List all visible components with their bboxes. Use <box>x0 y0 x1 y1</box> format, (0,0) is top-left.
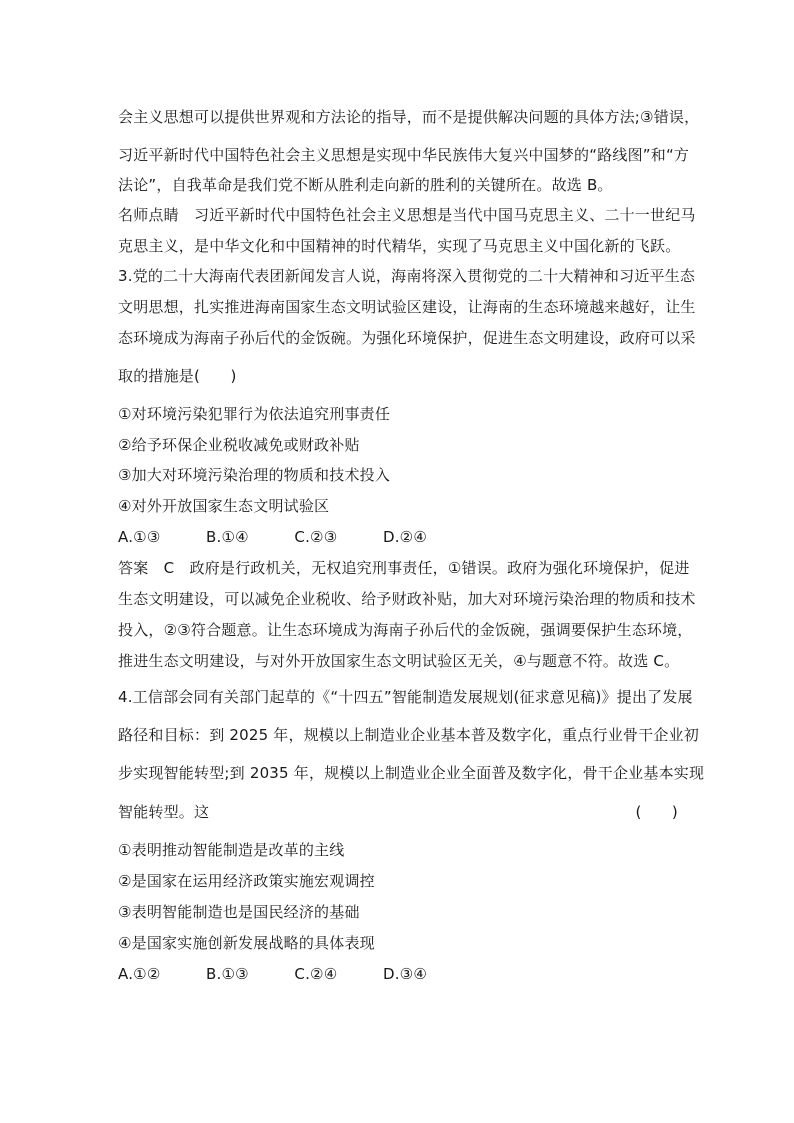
text-line: 推进生态文明建设，与对外开放国家生态文明试验区无关，④与题意不符。故选 C。 <box>118 652 680 670</box>
text-line: 步实现智能转型;到 2035 年，规模以上制造业企业全面普及数字化，骨干企业基本实现 <box>118 764 705 782</box>
text-line: ③表明智能制造也是国民经济的基础 <box>118 903 360 921</box>
text-line: 取的措施是( ) <box>118 367 237 385</box>
text-line: 习近平新时代中国特色社会主义思想是实现中华民族伟大复兴中国梦的“路线图”和“方 <box>118 146 690 164</box>
text-line: 投入，②③符合题意。让生态环境成为海南子孙后代的金饭碗，强调要保护生态环境， <box>118 621 693 639</box>
text-line: 名师点睛 习近平新时代中国特色社会主义思想是当代中国马克思主义、二十一世纪马 <box>118 206 696 224</box>
text-line: ④对外开放国家生态文明试验区 <box>118 497 330 515</box>
text-line: ①对环境污染犯罪行为依法追究刑事责任 <box>118 405 391 423</box>
text-line: 生态文明建设，可以减免企业税收、给予财政补贴，加大对环境污染治理的物质和技术 <box>118 590 696 608</box>
text-line: ③加大对环境污染治理的物质和技术投入 <box>118 466 391 484</box>
text-line: ①表明推动智能制造是改革的主线 <box>118 841 345 859</box>
text-line: ④是国家实施创新发展战略的具体表现 <box>118 934 375 952</box>
text-line: 路径和目标：到 2025 年，规模以上制造业企业基本普及数字化，重点行业骨干企业初 <box>118 726 699 744</box>
text-line: 态环境成为海南子孙后代的金饭碗。为强化环境保护，促进生态文明建设，政府可以采 <box>118 329 696 347</box>
text-line: ②是国家在运用经济政策实施宏观调控 <box>118 872 375 890</box>
text-line: 法论”，自我革命是我们党不断从胜利走向新的胜利的关键所在。故选 B。 <box>118 176 613 194</box>
text-line: 克思主义，是中华文化和中国精神的时代精华，实现了马克思主义中国化新的飞跃。 <box>118 237 681 255</box>
text-line: 智能转型。这 <box>118 803 210 821</box>
text-line: 会主义思想可以提供世界观和方法论的指导，而不是提供解决问题的具体方法;③错误， <box>118 108 700 126</box>
text-line: 文明思想，扎实推进海南国家生态文明试验区建设，让海南的生态环境越来越好，让生 <box>118 298 696 316</box>
answer-bracket: ( ) <box>635 803 678 821</box>
text-line: 3.党的二十大海南代表团新闻发言人说，海南将深入贯彻党的二十大精神和习近平生态 <box>118 267 696 285</box>
text-line: 答案 C 政府是行政机关，无权追究刑事责任，①错误。政府为强化环境保护，促进 <box>118 559 690 577</box>
text-line: A.①② B.①③ C.②④ D.③④ <box>118 965 427 983</box>
question-4-stem-end <box>118 802 678 822</box>
text-line: 4.工信部会同有关部门起草的《“十四五”智能制造发展规划(征求意见稿)》提出了发展 <box>118 688 693 706</box>
text-line: A.①③ B.①④ C.②③ D.②④ <box>118 528 427 546</box>
text-line: ②给予环保企业税收减免或财政补贴 <box>118 436 360 454</box>
